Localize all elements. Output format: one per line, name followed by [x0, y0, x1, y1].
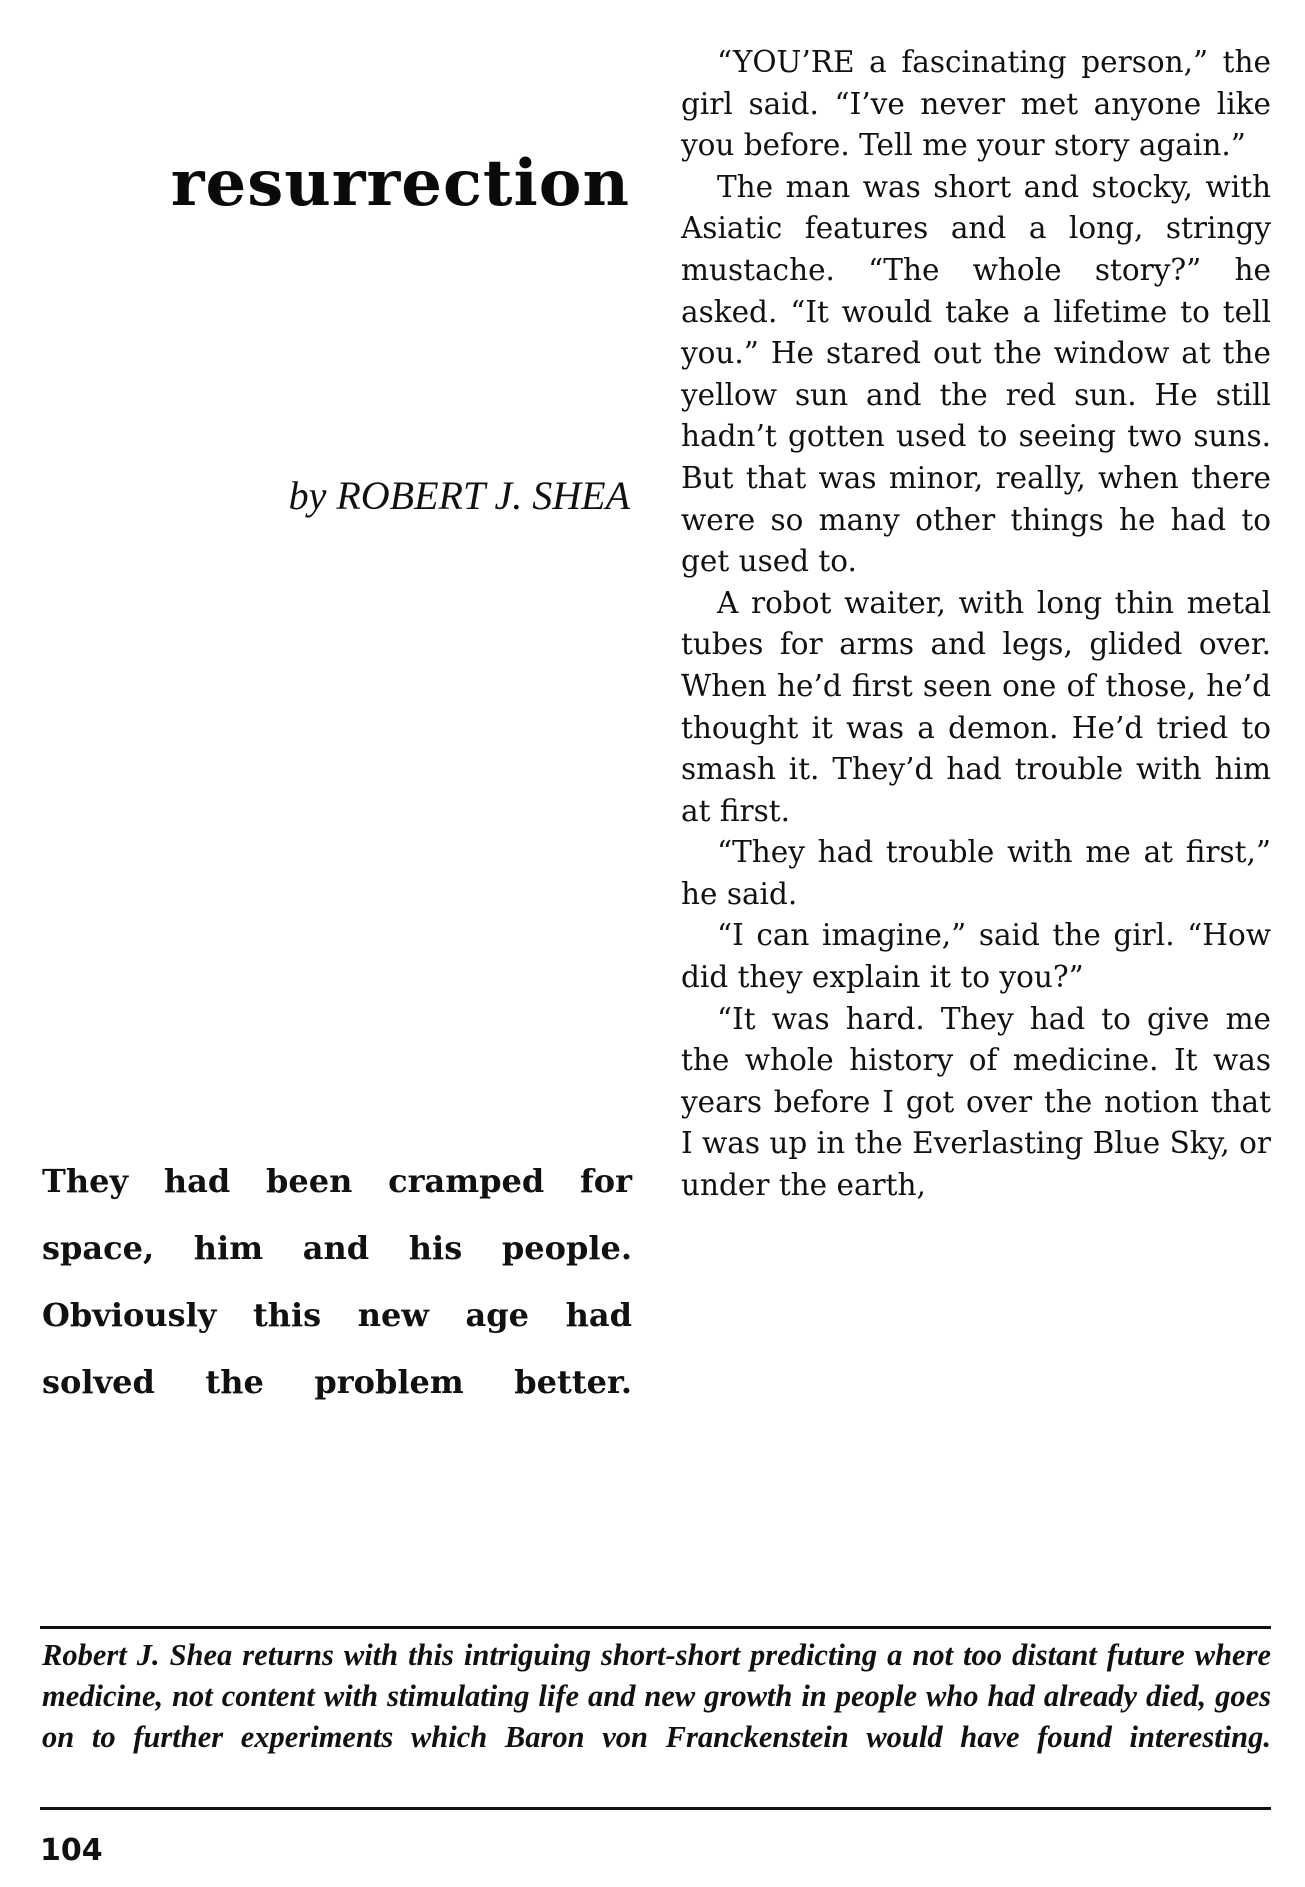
body-paragraph: A robot waiter, with long thin metal tubes for arms and legs, glided over. When he’d first seen one of those, he’d thought it was a demon. He’d tried to smash it. They’d had trouble with him at first.: [681, 585, 1271, 828]
body-paragraph: “YOU’RE a fascinating person,” the girl said. “I’ve never met anyone like you before. Tell me your story again.”: [681, 45, 1271, 163]
body-paragraph: “They had trouble with me at first,” he said.: [681, 835, 1271, 911]
story-title: resurrection: [170, 146, 630, 221]
story-blurb: They had been cramped for space, him and his people. Obviously this new age had solved the problem better.: [42, 1162, 632, 1401]
author-byline: by ROBERT J. SHEA: [288, 473, 630, 518]
editor-note: Robert J. Shea returns with this intriguing short-short predicting a not too distant future where medicine, not content with stimulating life and new growth in people who had already died, goes on to further experiments which Baron von Franckenstein would have found interesting.: [42, 1638, 1271, 1754]
page-number: 104: [40, 1833, 103, 1868]
note-top-rule: [40, 1626, 1271, 1629]
story-body: [681, 42, 1271, 1207]
note-bottom-rule: [40, 1807, 1271, 1810]
body-paragraph: “I can imagine,” said the girl. “How did they explain it to you?”: [681, 918, 1271, 995]
body-paragraph: The man was short and stocky, with Asiatic features and a long, stringy mustache. “The whole story?” he asked. “It would take a lifetime to tell you.” He stared out the window at the yellow sun and the red sun. He still hadn’t gotten used to seeing two suns. But that was minor, really, when there were so many other things he had to get used to.: [681, 169, 1271, 579]
body-paragraph: “It was hard. They had to give me the whole history of medicine. It was years before I got over the notion that I was up in the Everlasting Blue Sky, or under the earth,: [681, 1001, 1272, 1203]
